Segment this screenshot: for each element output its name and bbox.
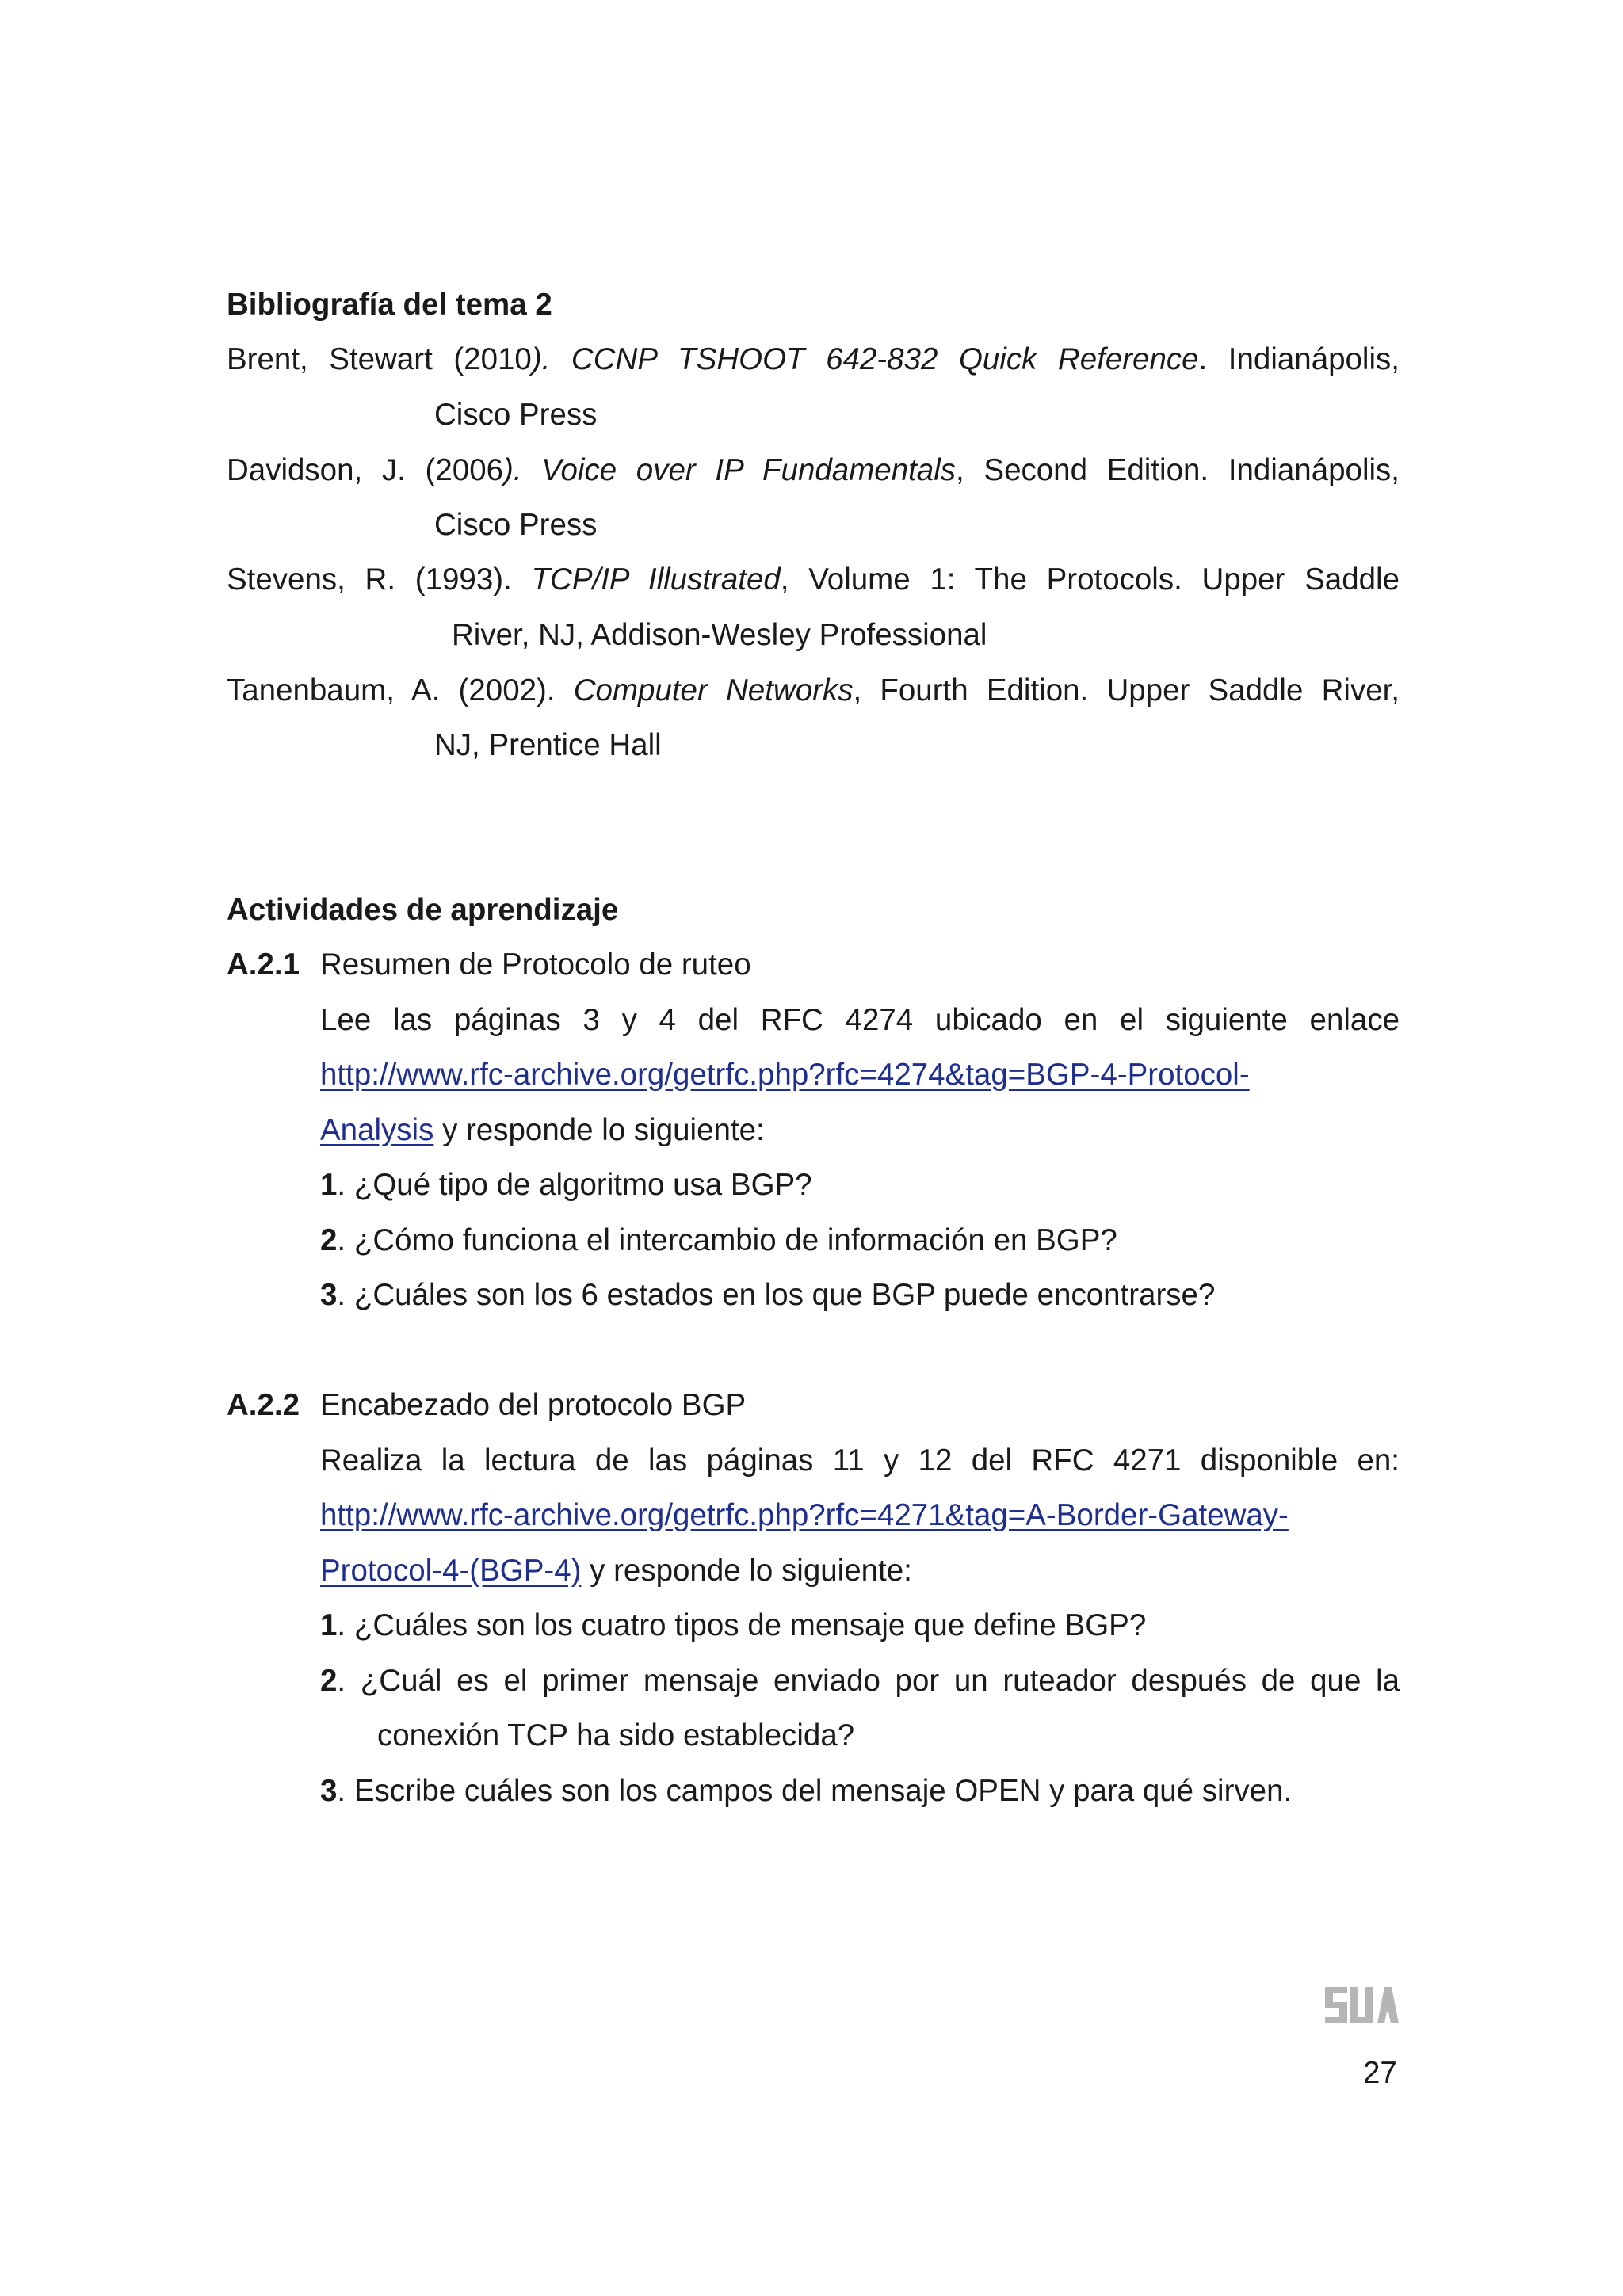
- question-2: 2. ¿Cómo funciona el intercambio de información en BGP?: [320, 1223, 1117, 1257]
- bib-entry-4-cont: NJ, Prentice Hall: [434, 728, 662, 762]
- question-3: 3. Escribe cuáles son los campos del mensaje OPEN y para qué sirven.: [320, 1774, 1293, 1808]
- question-2-cont: conexión TCP ha sido establecida?: [377, 1718, 855, 1753]
- page-number: 27: [1363, 2056, 1397, 2090]
- question-1: 1. ¿Qué tipo de algoritmo usa BGP?: [320, 1168, 812, 1202]
- activity-intro: Lee las páginas 3 y 4 del RFC 4274 ubicado en el siguiente enlace: [320, 1003, 1400, 1037]
- bib-entry-1-cont: Cisco Press: [434, 398, 598, 432]
- rfc-4271-link[interactable]: http://www.rfc-archive.org/getrfc.php?rfc=4271&tag=A-Border-Gateway-: [320, 1498, 1289, 1532]
- rfc-4271-link-tail[interactable]: Protocol-4-(BGP-4): [320, 1554, 582, 1588]
- bib-entry-3-cont: River, NJ, Addison-Wesley Professional: [452, 618, 987, 652]
- bib-entry-2-cont: Cisco Press: [434, 508, 598, 542]
- sua-logo-icon: [1323, 1985, 1399, 2025]
- activity-intro: Realiza la lectura de las páginas 11 y 12 del RFC 4271 disponible en:: [320, 1444, 1400, 1478]
- rfc-4271-link-cont: Protocol-4-(BGP-4) y responde lo siguiente:: [320, 1554, 912, 1588]
- bib-entry-4: Tanenbaum, A. (2002). Computer Networks, Fourth Edition. Upper Saddle River,: [227, 673, 1400, 707]
- question-2: 2. ¿Cuál es el primer mensaje enviado por un ruteador después de que la: [320, 1664, 1400, 1698]
- activity-title: Encabezado del protocolo BGP: [320, 1388, 747, 1422]
- rfc-4274-link-tail[interactable]: Analysis: [320, 1113, 434, 1147]
- bibliography-heading: Bibliografía del tema 2: [227, 288, 552, 322]
- rfc-4274-link[interactable]: http://www.rfc-archive.org/getrfc.php?rfc=4274&tag=BGP-4-Protocol-: [320, 1058, 1250, 1092]
- bib-entry-1: Brent, Stewart (2010). CCNP TSHOOT 642-832 Quick Reference. Indianápolis,: [227, 342, 1400, 376]
- rfc-4274-link-cont: Analysis y responde lo siguiente:: [320, 1113, 765, 1147]
- question-3: 3. ¿Cuáles son los 6 estados en los que BGP puede encontrarse?: [320, 1278, 1216, 1312]
- question-1: 1. ¿Cuáles son los cuatro tipos de mensaje que define BGP?: [320, 1608, 1147, 1642]
- activity-title: Resumen de Protocolo de ruteo: [320, 948, 751, 982]
- activities-heading: Actividades de aprendizaje: [227, 893, 619, 927]
- bib-entry-2: Davidson, J. (2006). Voice over IP Fundamentals, Second Edition. Indianápolis,: [227, 453, 1400, 487]
- activity-code: A.2.1: [227, 948, 300, 982]
- bib-entry-3: Stevens, R. (1993). TCP/IP Illustrated, Volume 1: The Protocols. Upper Saddle: [227, 563, 1400, 597]
- activity-code: A.2.2: [227, 1388, 300, 1422]
